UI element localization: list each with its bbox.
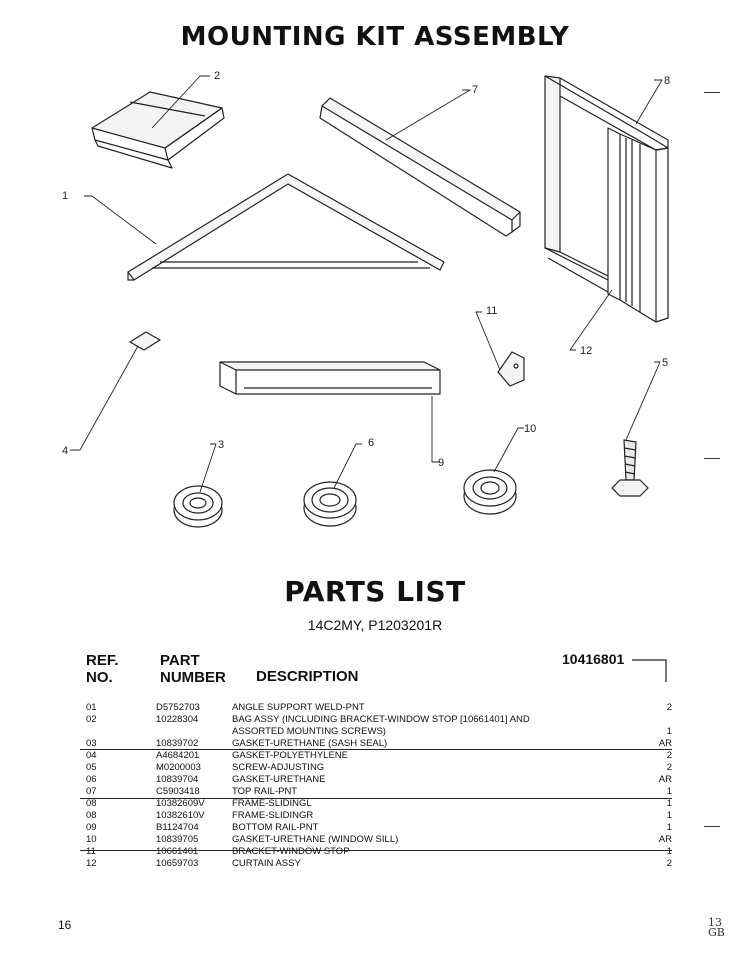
angle-support-drawing	[128, 174, 444, 280]
table-row: 03 10839702 GASKET-URETHANE (SASH SEAL) AR	[86, 738, 672, 749]
scan-edge-mark	[704, 92, 720, 93]
bracket-window-stop-drawing	[498, 352, 524, 386]
adjusting-screw-drawing	[612, 440, 648, 496]
parts-list-title: PARTS LIST	[284, 575, 466, 608]
table-row: 11 10661401 BRACKET-WINDOW STOP 1	[86, 846, 672, 857]
callout-11: 11	[486, 305, 498, 317]
bag-assy-drawing	[92, 92, 224, 168]
gasket-roll-10-drawing	[464, 470, 516, 514]
doc-number-bracket	[632, 652, 672, 686]
table-rule	[80, 798, 672, 799]
table-row: 08 10382610V FRAME-SLIDINGR 1	[86, 810, 672, 821]
ref-header: REF. NO.	[86, 652, 119, 686]
table-row: 08 10382609V FRAME-SLIDINGL 1	[86, 798, 672, 809]
callout-10: 10	[524, 423, 537, 435]
table-rule	[80, 850, 672, 851]
table-row: 07 C5903418 TOP RAIL-PNT 1	[86, 786, 672, 797]
document-number: 10416801	[562, 651, 625, 667]
table-row: 01 D5752703 ANGLE SUPPORT WELD-PNT 2	[86, 702, 672, 713]
table-row: 09 B1124704 BOTTOM RAIL-PNT 1	[86, 822, 672, 833]
callout-4: 4	[62, 445, 69, 457]
table-row: 12 10659703 CURTAIN ASSY 2	[86, 858, 672, 869]
callout-12: 12	[580, 345, 593, 357]
page-number: 16	[58, 918, 72, 932]
description-header: DESCRIPTION	[256, 668, 359, 685]
callout-1: 1	[62, 190, 69, 202]
model-numbers: 14C2MY, P1203201R	[307, 617, 443, 633]
gasket-poly-drawing	[130, 332, 160, 350]
callout-7: 7	[472, 84, 479, 96]
page-title: MOUNTING KIT ASSEMBLY	[180, 22, 570, 52]
callout-3: 3	[218, 439, 225, 451]
bottom-rail-drawing	[220, 362, 440, 394]
scan-edge-mark	[704, 458, 720, 459]
gasket-roll-6-drawing	[304, 482, 356, 526]
gasket-roll-3-drawing	[174, 486, 222, 527]
parts-table	[82, 702, 672, 870]
callout-2: 2	[214, 70, 221, 82]
table-row: 04 A4684201 GASKET-POLYETHYLENE 2	[86, 750, 672, 761]
scan-edge-mark	[704, 826, 720, 827]
table-row: 02 10228304 BAG ASSY (INCLUDING BRACKET-WINDOW STOP [10661401] AND ASSORTED MOUNTING SCREWS) 1	[86, 714, 672, 737]
callout-9: 9	[438, 457, 445, 469]
table-row: 10 10839705 GASKET-URETHANE (WINDOW SILL) AR	[86, 834, 672, 845]
callout-8: 8	[664, 75, 671, 87]
handwritten-note: 13 GB	[708, 916, 725, 939]
part-number-header: PART NUMBER	[160, 652, 226, 686]
table-row: 06 10839704 GASKET-URETHANE AR	[86, 774, 672, 785]
table-row: 05 M0200003 SCREW-ADJUSTING 2	[86, 762, 672, 773]
callout-5: 5	[662, 357, 669, 369]
sliding-frame-drawing	[545, 75, 671, 322]
table-rule	[80, 749, 672, 750]
callout-6: 6	[368, 437, 375, 449]
